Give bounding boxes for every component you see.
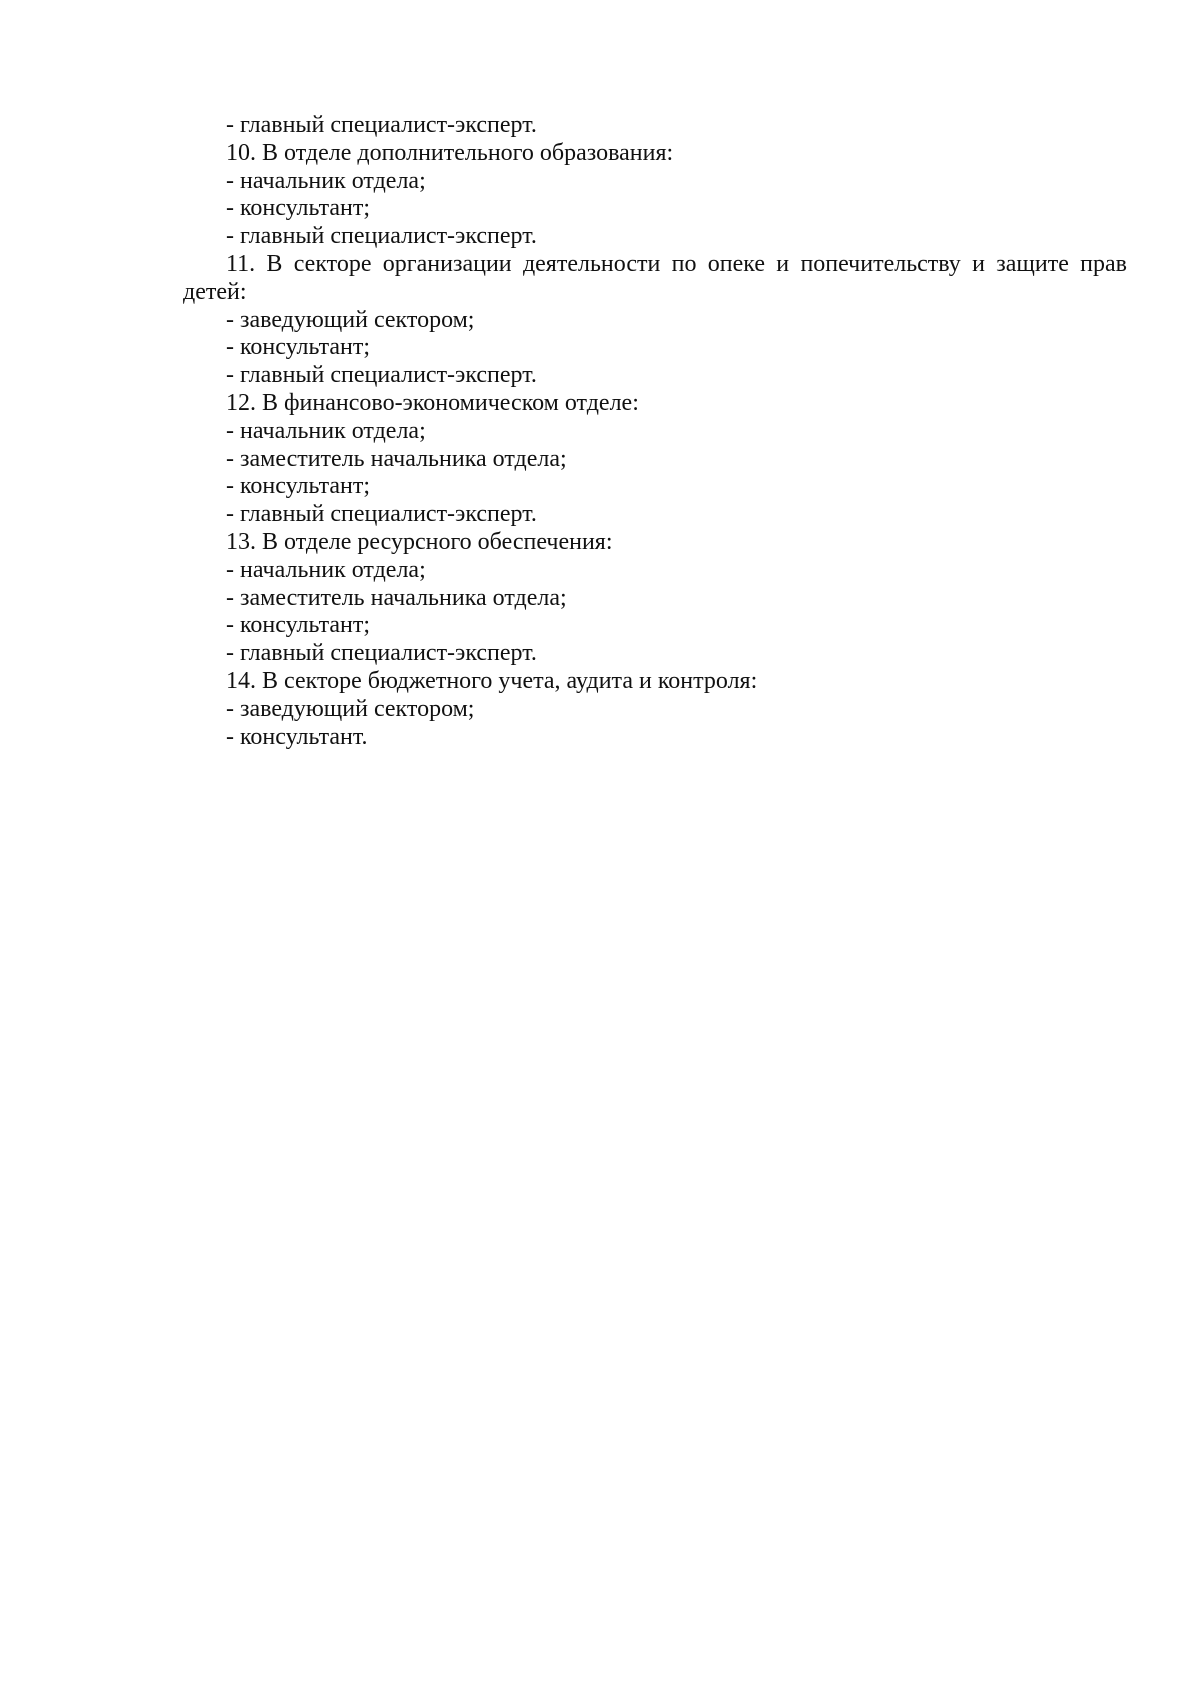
list-line: - главный специалист-эксперт. — [226, 223, 537, 250]
list-line: - главный специалист-эксперт. — [226, 362, 537, 389]
section-heading-11-line2: детей: — [183, 278, 247, 305]
list-line: - заместитель начальника отдела; — [226, 584, 567, 611]
list-line: - консультант. — [226, 723, 368, 750]
section-heading: 12. В финансово-экономическом отделе: — [226, 389, 639, 416]
list-line: - начальник отдела; — [226, 556, 426, 583]
list-line: - заведующий сектором; — [226, 695, 475, 722]
list-line: - главный специалист-эксперт. — [226, 112, 537, 138]
list-line: - консультант; — [226, 612, 370, 639]
list-line: - начальник отдела; — [226, 167, 426, 194]
section-heading: 13. В отделе ресурсного обеспечения: — [226, 528, 613, 555]
section-heading-11 — [183, 251, 1127, 307]
list-line: - заместитель начальника отдела; — [226, 445, 567, 472]
section-heading-11-line1: 11. В секторе организации деятельности по опеке и попечительству и защите прав — [226, 250, 1127, 277]
list-line: - главный специалист-эксперт. — [226, 640, 537, 667]
list-line: - консультант; — [226, 334, 370, 361]
document-body — [183, 112, 1127, 751]
list-line: - консультант; — [226, 473, 370, 500]
list-line: - заведующий сектором; — [226, 306, 475, 333]
list-line: - консультант; — [226, 195, 370, 222]
list-line: - начальник отдела; — [226, 417, 426, 444]
section-heading: 14. В секторе бюджетного учета, аудита и контроля: — [226, 667, 758, 694]
list-line: - главный специалист-эксперт. — [226, 501, 537, 528]
section-heading: 10. В отделе дополнительного образования: — [226, 139, 674, 166]
